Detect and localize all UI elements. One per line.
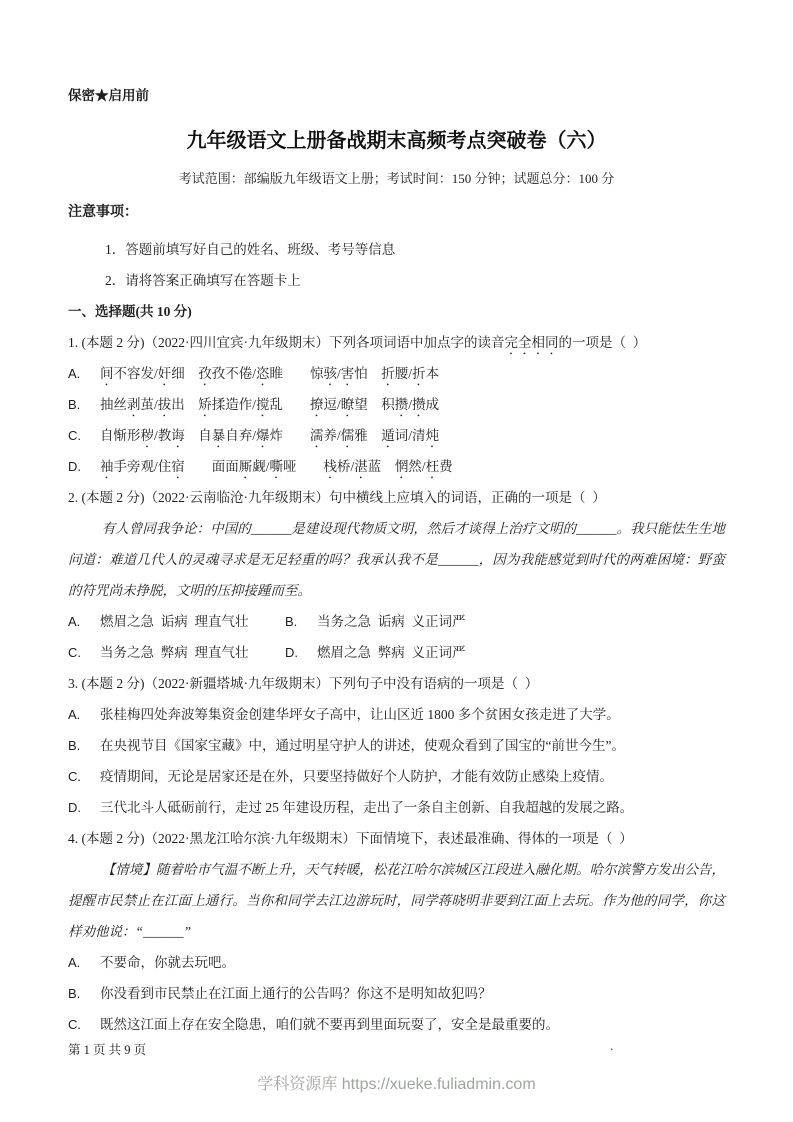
security-notice: 保密★启用前: [68, 88, 149, 103]
option-text: 既然这江面上存在安全隐患，咱们就不要再到里面玩耍了，安全是最重要的。: [100, 1017, 559, 1032]
question-2-option-b: [285, 606, 725, 637]
option-label: C.: [68, 1017, 81, 1032]
option-text: 你没看到市民禁止在江面上通行的公告吗？你这不是明知故犯吗？: [100, 986, 492, 1001]
notice-item-2: 2．请将答案正确填写在答题卡上: [105, 273, 301, 288]
question-4-stem: 4. (本题 2 分)（2022·黑龙江哈尔滨·九年级期末）下面情境下，表述最准确、得体的一项是（ ）: [68, 831, 633, 846]
question-4-option-b: [68, 978, 725, 1009]
notice-item-1: 1．答题前填写好自己的姓名、班级、考号等信息: [105, 242, 396, 257]
option-text: 当务之急 弊病 理直气壮: [100, 645, 249, 660]
option-text: 三代北斗人砥砺前行，走过 25 年建设历程，走出了一条自主创新、自我超越的发展之路。: [100, 800, 634, 815]
question-3-option-d: [68, 792, 725, 823]
question-2-option-a: [68, 606, 285, 637]
exam-info: 考试范围：部编版九年级语文上册；考试时间：150 分钟；试题总分：100 分: [178, 171, 615, 186]
option-label: D.: [68, 800, 81, 815]
question-2: [68, 482, 725, 668]
question-1-option-c: [68, 420, 725, 451]
question-1-stem: 1. (本题 2 分)（2022·四川宜宾·九年级期末）下列各项词语中加点字的读音完全相同的一项是（ ）: [68, 335, 647, 350]
option-text: 当务之急 诟病 义正词严: [317, 614, 466, 629]
notices-heading: 注意事项：: [68, 205, 138, 220]
option-text: 自惭形秽/教诲 自暴自弃/爆炸 濡养/儒雅 遁词/清炖: [100, 428, 440, 443]
option-label: C.: [68, 428, 81, 443]
option-label: B.: [68, 397, 81, 412]
question-3: [68, 668, 725, 823]
exam-title: 九年级语文上册备战期末高频考点突破卷（六）: [186, 130, 607, 152]
option-label: A.: [68, 366, 81, 381]
option-text: 疫情期间，无论是居家还是在外，只要坚持做好个人防护，才能有效防止感染上疫情。: [100, 769, 613, 784]
option-text: 在央视节目《国家宝藏》中，通过明星守护人的讲述，使观众看到了国宝的“前世今生”。: [100, 738, 625, 753]
question-1-option-a: [68, 358, 725, 389]
option-text: 燃眉之急 诟病 理直气壮: [100, 614, 249, 629]
option-label: A.: [68, 955, 81, 970]
question-2-passage: 有人曾同我争论：中国的______是建设现代物质文明，然后才谈得上治疗文明的______。我只能怯生生地问道：难道几代人的灵魂寻求是无足轻重的吗？我承认我不是______，因为我能感觉到时代的两难困境：野蛮的符咒尚未挣脱，文明的压抑接踵而至。: [68, 521, 725, 598]
option-text: 张桂梅四处奔波筹集资金创建华坪女子高中，让山区近 1800 多个贫困女孩走进了大学。: [100, 707, 620, 722]
section-heading: 一、选择题(共 10 分): [68, 304, 192, 319]
question-3-option-a: [68, 699, 725, 730]
stray-dot: .: [610, 1038, 614, 1053]
option-label: C.: [68, 645, 81, 660]
question-4: [68, 823, 725, 1040]
option-text: 袖手旁观/住宿 面面厮觑/嘶哑 栈桥/湛蓝 惘然/枉费: [100, 459, 453, 474]
option-text: 不要命，你就去玩吧。: [100, 955, 235, 970]
option-text: 燃眉之急 弊病 义正词严: [317, 645, 466, 660]
option-label: B.: [68, 738, 81, 753]
question-2-stem: 2. (本题 2 分)（2022·云南临沧·九年级期末）句中横线上应填入的词语，正确的一项是（ ）: [68, 490, 606, 505]
option-label: A.: [68, 614, 81, 629]
question-4-option-c: [68, 1009, 725, 1040]
option-label: D.: [68, 459, 81, 474]
question-3-stem: 3. (本题 2 分)（2022·新疆塔城·九年级期末）下列句子中没有语病的一项是（ ）: [68, 676, 539, 691]
question-2-options: [68, 606, 725, 668]
question-4-passage: 【情境】随着哈市气温不断上升，天气转暖，松花江哈尔滨城区江段进入融化期。哈尔滨警方发出公告，提醒市民禁止在江面上通行。当你和同学去江边游玩时，同学蒋晓明非要到江面上去玩。作为他的同学，你这样劝他说：“______”: [68, 862, 725, 939]
question-4-option-a: [68, 947, 725, 978]
question-2-option-d: [285, 637, 725, 668]
option-text: 抽丝剥茧/拔出 矫揉造作/搅乱 撩逗/瞭望 积攒/攒成: [100, 397, 440, 412]
option-text: 间不容发/奸细 孜孜不倦/恣睢 惊骇/害怕 折腰/折本: [100, 366, 440, 381]
option-label: A.: [68, 707, 81, 722]
question-1-option-d: [68, 451, 725, 482]
option-label: B.: [68, 986, 81, 1001]
question-1: [68, 327, 725, 482]
question-3-option-b: [68, 730, 725, 761]
option-label: D.: [285, 645, 298, 660]
option-label: C.: [68, 769, 81, 784]
page-number: 第 1 页 共 9 页: [68, 1043, 147, 1057]
option-label: B.: [285, 614, 298, 629]
question-1-option-b: [68, 389, 725, 420]
question-3-option-c: [68, 761, 725, 792]
question-2-option-c: [68, 637, 285, 668]
watermark: 学科资源库 https://xueke.fuliadmin.com: [257, 1076, 536, 1093]
